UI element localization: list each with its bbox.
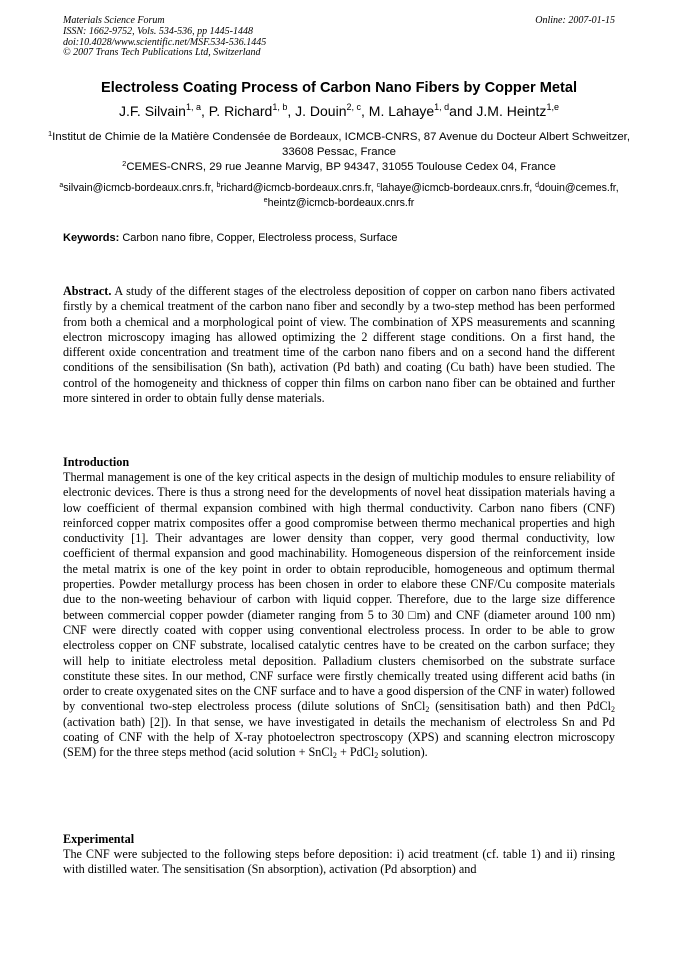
keywords <box>63 231 615 245</box>
author-separator: and <box>449 103 477 119</box>
email-separator: , <box>210 182 217 194</box>
author-list <box>40 101 638 121</box>
introduction-text: (sensitisation bath) and then PdCl <box>429 699 611 714</box>
journal-copyright: © 2007 Trans Tech Publications Ltd, Switzerland <box>63 47 261 59</box>
email-mark: e <box>263 197 268 204</box>
journal-issn: ISSN: 1662-9752, Vols. 534-536, pp 1445-1448 <box>63 25 253 37</box>
author-separator: , <box>287 103 296 119</box>
email-mark: b <box>216 182 221 189</box>
author-affiliation-mark: 1, d <box>434 102 450 112</box>
abstract-label: Abstract. <box>63 284 112 298</box>
experimental-heading: Experimental <box>63 832 135 846</box>
email-separator: , <box>529 182 536 194</box>
email-address: silvain@icmcb-bordeaux.cnrs.fr <box>63 182 211 194</box>
author-name: M. Lahaye <box>368 103 435 119</box>
email-separator: , <box>370 182 377 194</box>
author-separator: , <box>361 103 369 119</box>
affiliation-text: CEMES-CNRS, 29 rue Jeanne Marvig, BP 94347, 31055 Toulouse Cedex 04, France <box>126 161 556 173</box>
affiliation-mark: 2 <box>122 159 127 168</box>
introduction-text: + PdCl <box>336 745 375 760</box>
email-mark: a <box>59 182 64 189</box>
affiliation-mark: 1 <box>47 129 53 138</box>
author-name: P. Richard <box>208 103 273 119</box>
email-list <box>40 181 638 211</box>
subscript: 2 <box>374 751 379 761</box>
affiliation-2 <box>40 160 638 175</box>
introduction-text: Thermal management is one of the key critical aspects in the design of multichip modules to ensure reliability of electronic devices. There is thus a strong need for the developments of novel heat dissipation materials having a low coefficient of thermal expansion combined with high thermal conductivity. Carbon nano fibers (CNF) reinforced copper matrix composites offer a good compromise between thermo mechanical properties and high conductivity [1]. Their advantages are lower density than copper, very good thermal conductivity, low coefficient of thermal expansion and good machinability. Homogeneous dispersion of the reinforcement inside the metal matrix is one of the key point in order to obtain reproducible, homogeneous and optimum thermal properties. Powder metallurgy process has been chosen in order to elabore these CNF/Cu composite materials due to the non-weeting behaviour of carbon with liquid copper. Therefore, due to the large size difference between commercial copper powder (diameter ranging from 5 to 30 □m) and CNF (diameter around 100 nm) CNF were directly coated with copper using conventional electroless process. In order to be able to grow electroless copper on CNF substrate, localised catalytic centres have to be created on the carbon surface; they will help to initiate electroless metal deposition. Palladium clusters chemisorbed on the substrate surface constitute these sites. In our method, CNF surface were firstly chemically treated using different acid baths (in order to create oxygenated sites on the CNF surface and to have a good dispersion of the CNF in water) followed by conventional two-step electroless process (dilute solutions of SnCl <box>63 470 615 714</box>
paper-title: Electroless Coating Process of Carbon Nano Fibers by Copper Metal <box>100 80 578 96</box>
introduction-body <box>63 470 615 761</box>
author-affiliation-mark: 1, a <box>185 102 201 112</box>
abstract-text: A study of the different stages of the electroless deposition of copper on carbon nano fibers activated firstly by a chemical treatment of the carbon nano fiber and secondly by a two-step method has been performed from both a chemical and a morphological point of view. The combination of XPS measurements and scanning electron microscopy imaging has allowed optimizing the 2 different stage conditions. On a first hand, the different oxide concentration and treatment time of the carbon nano fibers and on a second hand the different conditions of the sensibilisation (Sn bath), activation (Pd bath) and coating (Cu bath) have been studied. The control of the homogeneity and thickness of copper thin films on carbon nano fiber can be obtained and further more sintered in order to obtain fully dense materials. <box>63 284 615 406</box>
author-affiliation-mark: 1, b <box>272 102 288 112</box>
author-name: J.F. Silvain <box>119 103 186 119</box>
introduction-text: solution). <box>378 745 428 760</box>
online-date: Online: 2007-01-15 <box>535 15 615 26</box>
experimental-body: The CNF were subjected to the following steps before deposition: i) acid treatment (cf. table 1) and ii) rinsing with distilled water. The sensitisation (Sn absorption), activation (Pd absorption) and <box>63 847 615 877</box>
keywords-text: Carbon nano fibre, Copper, Electroless process, Surface <box>122 232 398 244</box>
subscript: 2 <box>425 705 430 715</box>
email-address: douin@cemes.fr <box>539 182 616 194</box>
author-name: J.M. Heintz <box>476 103 547 119</box>
author-name: J. Douin <box>295 103 347 119</box>
affiliation-1 <box>40 130 638 160</box>
affiliation-text: Institut de Chimie de la Matière Condensée de Bordeaux, ICMCB-CNRS, 87 Avenue du Docteur Albert Schweitzer, 33608 Pessac, France <box>52 131 631 158</box>
subscript: 2 <box>332 751 337 761</box>
email-separator: , <box>615 182 619 194</box>
email-mark: c <box>376 182 381 189</box>
email-address: heintz@icmcb-bordeaux.cnrs.fr <box>267 197 415 209</box>
author-separator: , <box>200 103 209 119</box>
keywords-label: Keywords: <box>63 232 120 244</box>
introduction-text: (activation bath) [2]). In that sense, we have investigated in details the mechanism of electroless Sn and Pd coating of CNF with the help of X-ray photoelectron spectroscopy (XPS) and scanning electron microscopy (SEM) for the three steps method (acid solution + SnCl <box>63 714 615 760</box>
author-affiliation-mark: 1,e <box>546 102 559 112</box>
journal-header <box>63 16 615 59</box>
email-mark: d <box>535 182 539 189</box>
email-address: lahaye@icmcb-bordeaux.cnrs.fr <box>380 182 530 194</box>
introduction-heading: Introduction <box>63 455 130 469</box>
journal-name: Materials Science Forum <box>63 15 165 26</box>
email-address: richard@icmcb-bordeaux.cnrs.fr <box>220 182 371 194</box>
subscript: 2 <box>611 705 615 715</box>
abstract <box>63 284 615 406</box>
journal-doi: doi:10.4028/www.scientific.net/MSF.534-536.1445 <box>63 36 267 48</box>
author-affiliation-mark: 2, c <box>346 102 361 112</box>
